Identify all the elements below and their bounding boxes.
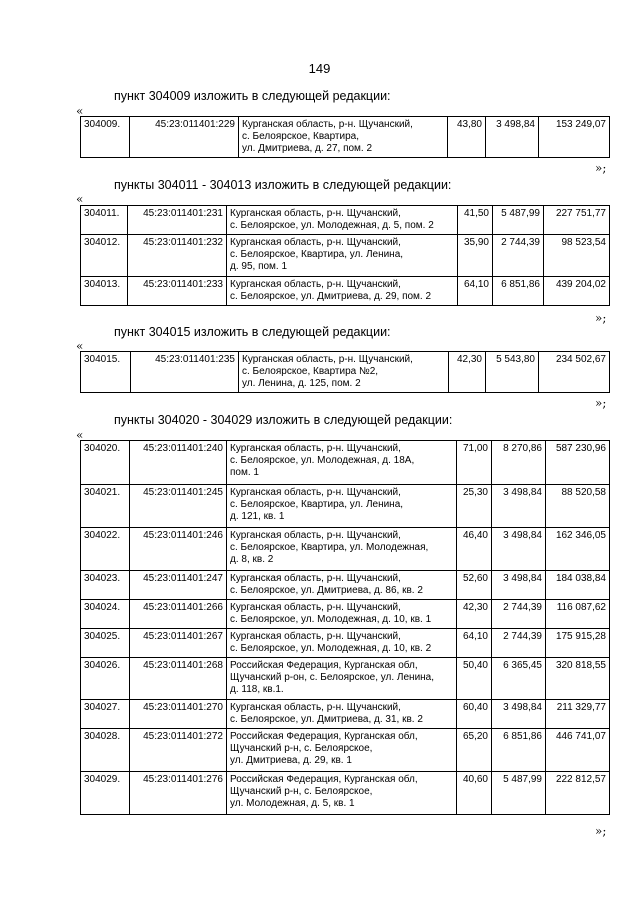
area-value: 52,60 (457, 571, 492, 600)
address-line: с. Белоярское, ул. Дмитриева, д. 86, кв. 2 (230, 585, 423, 596)
cadastral-value: 116 087,62 (546, 600, 610, 629)
address-cell (227, 571, 457, 600)
row-number: 304012. (81, 235, 128, 277)
opening-quote: « (76, 104, 84, 118)
rate-value: 8 270,86 (492, 441, 546, 485)
address-line: Курганская область, р-н. Щучанский, (230, 573, 401, 584)
address-line: с. Белоярское, Квартира, ул. Ленина, (230, 499, 404, 510)
address-cell (227, 277, 458, 306)
address-line: с. Белоярское, ул. Дмитриева, д. 31, кв. 2 (230, 714, 423, 725)
table-row (81, 485, 610, 528)
rate-value: 5 543,80 (486, 352, 539, 393)
cadastral-number: 45:23:011401:270 (130, 700, 227, 729)
address-cell (227, 700, 457, 729)
cadastral-number: 45:23:011401:233 (128, 277, 227, 306)
address-line: Курганская область, р-н. Щучанский, (230, 530, 401, 541)
opening-quote: « (76, 428, 84, 442)
rate-value: 5 487,99 (492, 772, 546, 815)
address-line: с. Белоярское, ул. Молодежная, д. 10, кв. 1 (230, 614, 432, 625)
cadastral-value: 175 915,28 (546, 629, 610, 658)
entries-table (80, 351, 610, 393)
opening-quote: « (76, 192, 84, 206)
address-line: Курганская область, р-н. Щучанский, (230, 443, 401, 454)
row-number: 304021. (81, 485, 130, 528)
cadastral-value: 587 230,96 (546, 441, 610, 485)
entries-table (80, 440, 610, 815)
cadastral-value: 320 818,55 (546, 658, 610, 700)
address-line: ул. Молодежная, д. 5, кв. 1 (230, 798, 355, 809)
rate-value: 2 744,39 (493, 235, 544, 277)
section-heading: пункт 304015 изложить в следующей редакции: (114, 325, 391, 339)
cadastral-number: 45:23:011401:276 (130, 772, 227, 815)
address-line: Российская Федерация, Курганская обл, (230, 774, 418, 785)
address-line: Курганская область, р-н. Щучанский, (230, 279, 401, 290)
address-line: с. Белоярское, ул. Молодежная, д. 5, пом. 2 (230, 220, 434, 231)
address-line: с. Белоярское, Квартира, ул. Ленина, (230, 249, 404, 260)
cadastral-number: 45:23:011401:231 (128, 206, 227, 235)
rate-value: 3 498,84 (492, 700, 546, 729)
row-number: 304020. (81, 441, 130, 485)
address-line: д. 118, кв.1. (230, 684, 284, 695)
table-row (81, 629, 610, 658)
address-cell (227, 441, 457, 485)
section-heading: пункты 304011 - 304013 изложить в следующей редакции: (114, 178, 452, 192)
area-value: 42,30 (457, 600, 492, 629)
address-cell (227, 235, 458, 277)
cadastral-number: 45:23:011401:240 (130, 441, 227, 485)
closing-quote: »; (595, 824, 607, 838)
address-line: Курганская область, р-н. Щучанский, (230, 631, 401, 642)
area-value: 65,20 (457, 729, 492, 772)
table-row (81, 277, 610, 306)
cadastral-number: 45:23:011401:266 (130, 600, 227, 629)
table-row (81, 352, 610, 393)
row-number: 304027. (81, 700, 130, 729)
cadastral-number: 45:23:011401:232 (128, 235, 227, 277)
area-value: 64,10 (457, 629, 492, 658)
closing-quote: »; (595, 311, 607, 325)
cadastral-number: 45:23:011401:267 (130, 629, 227, 658)
area-value: 46,40 (457, 528, 492, 571)
row-number: 304009. (81, 117, 130, 158)
address-line: Курганская область, р-н. Щучанский, (230, 702, 401, 713)
opening-quote: « (76, 339, 84, 353)
address-line: с. Белоярское, ул. Молодежная, д. 10, кв. 2 (230, 643, 432, 654)
address-line: с. Белоярское, Квартира, ул. Молодежная, (230, 542, 429, 553)
address-line: пом. 1 (230, 467, 259, 478)
row-number: 304015. (81, 352, 131, 393)
table-row (81, 206, 610, 235)
address-line: с. Белоярское, Квартира, (242, 131, 359, 142)
section-heading: пункт 304009 изложить в следующей редакции: (114, 89, 391, 103)
cadastral-value: 88 520,58 (546, 485, 610, 528)
address-line: Курганская область, р-н. Щучанский, (230, 602, 401, 613)
area-value: 40,60 (457, 772, 492, 815)
closing-quote: »; (595, 161, 607, 175)
row-number: 304011. (81, 206, 128, 235)
row-number: 304025. (81, 629, 130, 658)
address-cell (227, 729, 457, 772)
address-cell (227, 600, 457, 629)
area-value: 60,40 (457, 700, 492, 729)
address-line: Щучанский р-он, с. Белоярское, ул. Ленина, (230, 672, 435, 683)
rate-value: 6 851,86 (493, 277, 544, 306)
cadastral-value: 98 523,54 (544, 235, 610, 277)
rate-value: 6 365,45 (492, 658, 546, 700)
address-line: Щучанский р-н, с. Белоярское, (230, 786, 373, 797)
page-number: 149 (308, 61, 331, 76)
cadastral-value: 153 249,07 (539, 117, 610, 158)
table-row (81, 571, 610, 600)
address-line: Курганская область, р-н. Щучанский, (230, 208, 401, 219)
table-row (81, 772, 610, 815)
rate-value: 2 744,39 (492, 600, 546, 629)
cadastral-value: 184 038,84 (546, 571, 610, 600)
address-line: д. 95, пом. 1 (230, 261, 288, 272)
address-cell (227, 485, 457, 528)
area-value: 43,80 (448, 117, 486, 158)
area-value: 42,30 (449, 352, 486, 393)
area-value: 41,50 (458, 206, 493, 235)
address-cell (227, 206, 458, 235)
entries-table (80, 116, 610, 158)
rate-value: 3 498,84 (486, 117, 539, 158)
address-cell (227, 528, 457, 571)
cadastral-value: 446 741,07 (546, 729, 610, 772)
area-value: 64,10 (458, 277, 493, 306)
rate-value: 5 487,99 (493, 206, 544, 235)
rate-value: 3 498,84 (492, 485, 546, 528)
table-row (81, 729, 610, 772)
address-cell (239, 117, 448, 158)
cadastral-value: 227 751,77 (544, 206, 610, 235)
table-row (81, 700, 610, 729)
address-line: ул. Дмитриева, д. 29, кв. 1 (230, 755, 352, 766)
address-line: Курганская область, р-н. Щучанский, (242, 354, 413, 365)
area-value: 50,40 (457, 658, 492, 700)
row-number: 304022. (81, 528, 130, 571)
address-line: Российская Федерация, Курганская обл, (230, 660, 418, 671)
address-line: д. 121, кв. 1 (230, 511, 285, 522)
closing-quote: »; (595, 396, 607, 410)
address-line: ул. Дмитриева, д. 27, пом. 2 (242, 143, 373, 154)
cadastral-value: 222 812,57 (546, 772, 610, 815)
address-line: с. Белоярское, Квартира №2, (242, 366, 379, 377)
table-row (81, 441, 610, 485)
address-line: Курганская область, р-н. Щучанский, (230, 237, 401, 248)
cadastral-number: 45:23:011401:268 (130, 658, 227, 700)
row-number: 304029. (81, 772, 130, 815)
rate-value: 3 498,84 (492, 571, 546, 600)
address-line: с. Белоярское, ул. Дмитриева, д. 29, пом. 2 (230, 291, 432, 302)
address-line: с. Белоярское, ул. Молодежная, д. 18А, (230, 455, 415, 466)
table-row (81, 528, 610, 571)
row-number: 304023. (81, 571, 130, 600)
address-cell (227, 658, 457, 700)
address-line: Курганская область, р-н. Щучанский, (230, 487, 401, 498)
area-value: 35,90 (458, 235, 493, 277)
cadastral-value: 211 329,77 (546, 700, 610, 729)
table-row (81, 658, 610, 700)
entries-table (80, 205, 610, 306)
area-value: 71,00 (457, 441, 492, 485)
row-number: 304013. (81, 277, 128, 306)
row-number: 304024. (81, 600, 130, 629)
cadastral-value: 439 204,02 (544, 277, 610, 306)
address-line: Российская Федерация, Курганская обл, (230, 731, 418, 742)
address-cell (227, 772, 457, 815)
address-line: д. 8, кв. 2 (230, 554, 274, 565)
address-line: Курганская область, р-н. Щучанский, (242, 119, 413, 130)
cadastral-number: 45:23:011401:235 (131, 352, 239, 393)
cadastral-number: 45:23:011401:272 (130, 729, 227, 772)
area-value: 25,30 (457, 485, 492, 528)
row-number: 304026. (81, 658, 130, 700)
rate-value: 6 851,86 (492, 729, 546, 772)
rate-value: 3 498,84 (492, 528, 546, 571)
cadastral-number: 45:23:011401:245 (130, 485, 227, 528)
address-cell (227, 629, 457, 658)
address-cell (239, 352, 449, 393)
cadastral-value: 234 502,67 (539, 352, 610, 393)
table-row (81, 117, 610, 158)
cadastral-value: 162 346,05 (546, 528, 610, 571)
row-number: 304028. (81, 729, 130, 772)
table-row (81, 600, 610, 629)
address-line: ул. Ленина, д. 125, пом. 2 (242, 378, 361, 389)
rate-value: 2 744,39 (492, 629, 546, 658)
section-heading: пункты 304020 - 304029 изложить в следующей редакции: (114, 413, 453, 427)
table-row (81, 235, 610, 277)
cadastral-number: 45:23:011401:247 (130, 571, 227, 600)
cadastral-number: 45:23:011401:229 (130, 117, 239, 158)
cadastral-number: 45:23:011401:246 (130, 528, 227, 571)
address-line: Щучанский р-н, с. Белоярское, (230, 743, 373, 754)
